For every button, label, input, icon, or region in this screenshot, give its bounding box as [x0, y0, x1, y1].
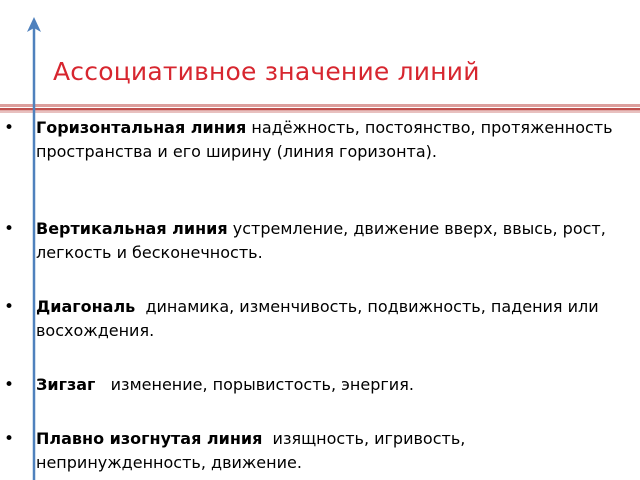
item-term: Горизонтальная линия	[36, 118, 247, 137]
item-text	[36, 295, 616, 343]
item-text	[36, 217, 616, 265]
bullet-icon: •	[4, 297, 15, 317]
item-term: Диагональ	[36, 297, 136, 316]
slide-title: Ассоциативное значение линий	[53, 57, 480, 86]
item-description: изящность, игривость, непринужденность, движение.	[36, 429, 466, 472]
item-term: Зигзаг	[36, 375, 96, 394]
horizontal-rule	[0, 104, 640, 113]
item-term: Вертикальная линия	[36, 219, 228, 238]
item-separator	[95, 375, 110, 394]
item-description: надёжность, постоянство, протяженность пространства и его ширину (линия горизонта).	[36, 118, 613, 161]
bullet-icon: •	[4, 118, 15, 138]
item-separator	[135, 297, 145, 316]
item-description: изменение, порывистость, энергия.	[110, 375, 414, 394]
bullet-icon: •	[4, 219, 15, 239]
bullet-icon: •	[4, 429, 15, 449]
item-term: Плавно изогнутая линия	[36, 429, 263, 448]
item-text	[36, 373, 616, 397]
item-description: устремление, движение вверх, ввысь, рост, легкость и бесконечность.	[36, 219, 606, 262]
item-text	[36, 116, 616, 164]
bullet-icon: •	[4, 375, 15, 395]
item-separator	[262, 429, 272, 448]
item-description: динамика, изменчивость, подвижность, падения или восхождения.	[36, 297, 599, 340]
item-text	[36, 427, 616, 475]
